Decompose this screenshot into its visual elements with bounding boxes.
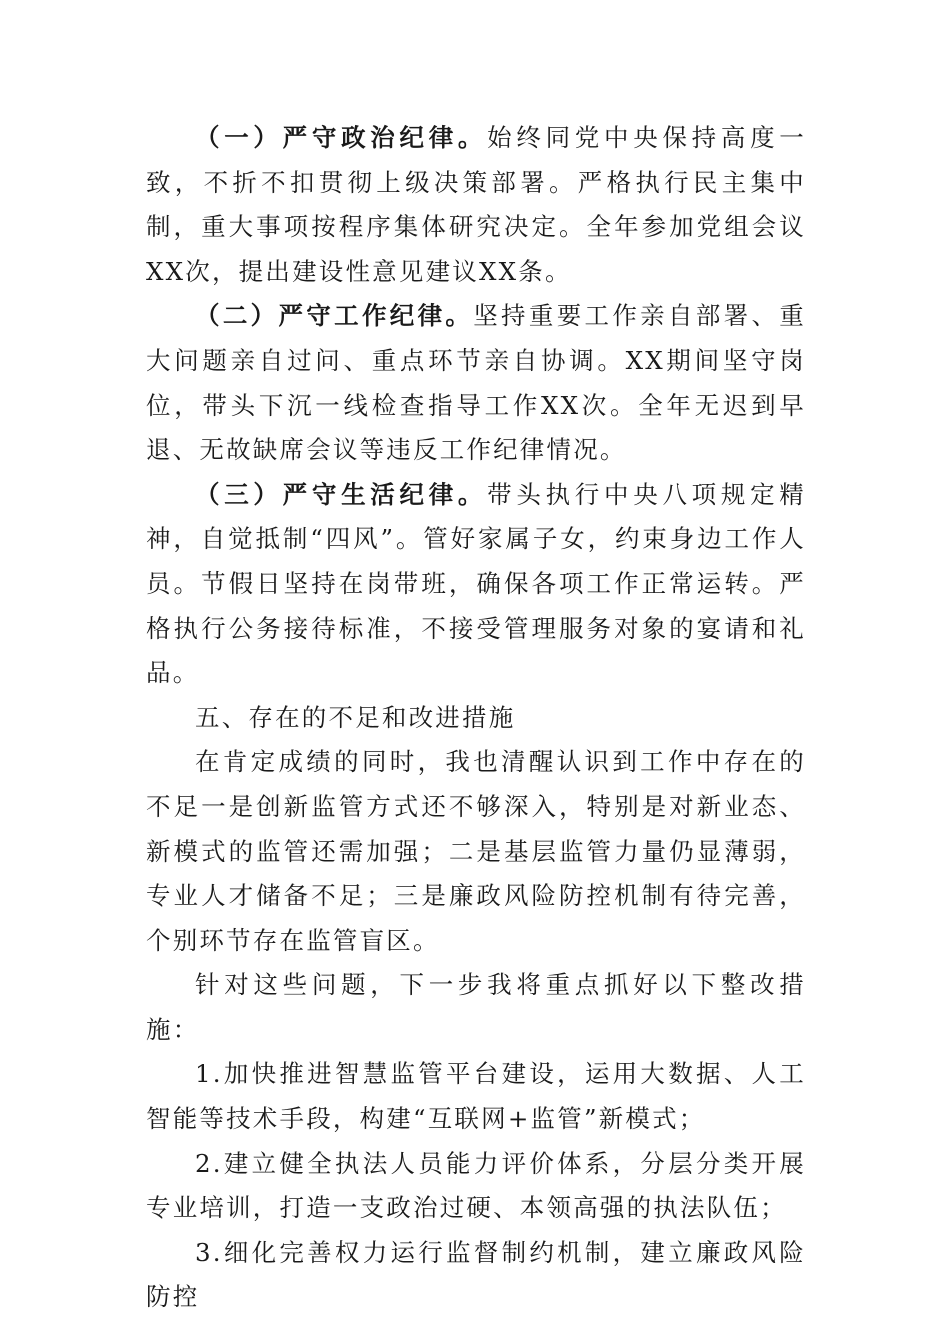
list-item-measure-2: 2.建立健全执法人员能力评价体系，分层分类开展专业培训，打造一支政治过硬、本领高强的执法队伍； xyxy=(146,1148,806,1223)
paragraph-lead: （三）严守生活纪律。 xyxy=(195,479,488,509)
paragraph-political-discipline xyxy=(146,116,806,294)
paragraph-measures-intro: 针对这些问题，下一步我将重点抓好以下整改措施： xyxy=(146,970,806,1044)
paragraph-work-discipline xyxy=(146,294,806,472)
document-body xyxy=(146,116,806,1320)
paragraph-life-discipline xyxy=(146,473,806,696)
paragraph-shortcomings: 在肯定成绩的同时，我也清醒认识到工作中存在的不足一是创新监管方式还不够深入，特别是对新业态、新模式的监管还需加强；二是基层监管力量仍显薄弱，专业人才储备不足；三是廉政风险防控机制有待完善，个别环节存在监管盲区。 xyxy=(146,747,806,955)
paragraph-text: 坚持重要工作亲自部署、重大问题亲自过问、重点环节亲自协调。XX期间坚守岗位，带头下沉一线检查指导工作XX次。全年无迟到早退、无故缺席会议等违反工作纪律情况。 xyxy=(146,301,806,465)
list-item-measure-1: 1.加快推进智慧监管平台建设，运用大数据、人工智能等技术手段，构建“互联网+监管”新模式； xyxy=(146,1059,806,1134)
paragraph-lead: （二）严守工作纪律。 xyxy=(195,301,474,331)
paragraph-text: 始终同党中央保持高度一致，不折不扣贯彻上级决策部署。严格执行民主集中制，重大事项按程序集体研究决定。全年参加党组会议XX次，提出建设性意见建议XX条。 xyxy=(146,123,807,286)
paragraph-lead: （一）严守政治纪律。 xyxy=(195,123,488,152)
list-item-measure-3: 3.细化完善权力运行监督制约机制，建立廉政风险防控 xyxy=(146,1237,806,1312)
paragraph-text: 带头执行中央八项规定精神，自觉抵制“四风”。管好家属子女，约束身边工作人员。节假日坚持在岗带班，确保各项工作正常运转。严格执行公务接待标准，不接受管理服务对象的宴请和礼品。 xyxy=(146,479,807,688)
section-heading: 五、存在的不足和改进措施 xyxy=(195,702,516,732)
